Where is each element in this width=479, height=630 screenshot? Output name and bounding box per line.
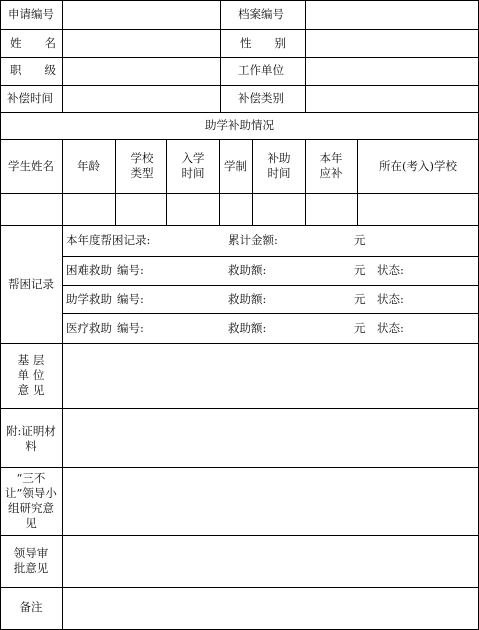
- application-no-label: 申请编号: [8, 7, 54, 21]
- application-no-field[interactable]: [63, 1, 220, 29]
- status-label: 状态:: [377, 292, 404, 306]
- comp-time-field[interactable]: [63, 86, 220, 112]
- rank-field[interactable]: [63, 58, 220, 85]
- work-unit-label: 工作单位: [238, 63, 284, 77]
- attachments-field[interactable]: [63, 409, 478, 467]
- student-name-input[interactable]: [1, 194, 62, 225]
- amount-label: 救助额:: [228, 321, 267, 335]
- work-unit-field[interactable]: [306, 58, 478, 85]
- grassroots-opinion-field[interactable]: [63, 344, 478, 408]
- col-age: 年龄: [77, 159, 100, 173]
- table-border: [0, 225, 479, 226]
- hardship-label: 困难救助: [66, 263, 112, 277]
- yuan-label: 元: [354, 233, 366, 247]
- amount-label: 救助额:: [228, 263, 267, 277]
- number-label: 编号:: [117, 292, 144, 306]
- name-field[interactable]: [63, 30, 220, 57]
- leader-approval-field[interactable]: [63, 536, 478, 587]
- number-label: 编号:: [117, 263, 144, 277]
- col-school-type: 学校类型: [130, 151, 154, 180]
- table-border: [0, 112, 479, 113]
- status-label: 状态:: [377, 321, 404, 335]
- archive-no-field[interactable]: [306, 1, 478, 29]
- year-due-input[interactable]: [306, 194, 357, 225]
- schooling-input[interactable]: [220, 194, 252, 225]
- col-student-name: 学生姓名: [8, 159, 54, 173]
- year-record-label: 本年度帮困记录:: [66, 233, 151, 247]
- age-input[interactable]: [63, 194, 115, 225]
- comp-time-label: 补偿时间: [7, 91, 53, 105]
- col-enroll-time: 入学时间: [181, 151, 205, 180]
- table-border: [0, 0, 1, 630]
- section-title: 助学补助情况: [205, 118, 274, 132]
- school-type-input[interactable]: [116, 194, 166, 225]
- remarks-field[interactable]: [63, 588, 478, 629]
- gender-field[interactable]: [306, 30, 478, 57]
- enroll-time-input[interactable]: [167, 194, 219, 225]
- comp-type-label: 补偿类别: [238, 91, 284, 105]
- name-label: 姓 名: [10, 36, 56, 50]
- archive-no-label: 档案编号: [238, 7, 284, 21]
- rank-label: 职 级: [10, 63, 56, 77]
- leader-approval-label: 领导审批意见: [13, 546, 49, 575]
- aid-record-label: 帮困记录: [8, 277, 54, 291]
- col-year-due: 本年应补: [319, 151, 343, 180]
- remarks-label: 备注: [19, 600, 43, 614]
- table-border: [62, 313, 479, 314]
- attachments-label: 附:证明材料: [6, 424, 56, 453]
- gender-label: 性 别: [240, 36, 286, 50]
- amount-label: 救助额:: [228, 292, 267, 306]
- table-border: [62, 285, 479, 286]
- school-input[interactable]: [358, 194, 478, 225]
- status-label: 状态:: [377, 263, 404, 277]
- subsidy-time-input[interactable]: [253, 194, 305, 225]
- study-label: 助学救助: [66, 292, 112, 306]
- yuan-label: 元: [354, 321, 366, 335]
- col-schooling: 学制: [224, 159, 247, 173]
- table-border: [62, 256, 479, 257]
- medical-label: 医疗救助: [66, 321, 112, 335]
- total-amount-label: 累计金额:: [228, 233, 278, 247]
- comp-type-field[interactable]: [306, 86, 478, 112]
- table-border: [0, 139, 479, 140]
- col-subsidy-time: 补助时间: [267, 151, 291, 180]
- yuan-label: 元: [354, 263, 366, 277]
- col-school: 所在(考入)学校: [379, 159, 457, 173]
- number-label: 编号:: [117, 321, 144, 335]
- table-border: [220, 0, 221, 112]
- yuan-label: 元: [354, 292, 366, 306]
- grassroots-opinion-label: 基 层 单 位 意 见: [17, 353, 45, 397]
- three-no-opinion-field[interactable]: [63, 468, 478, 535]
- three-no-opinion-label: “三不让”领导小组研究意见: [5, 471, 57, 530]
